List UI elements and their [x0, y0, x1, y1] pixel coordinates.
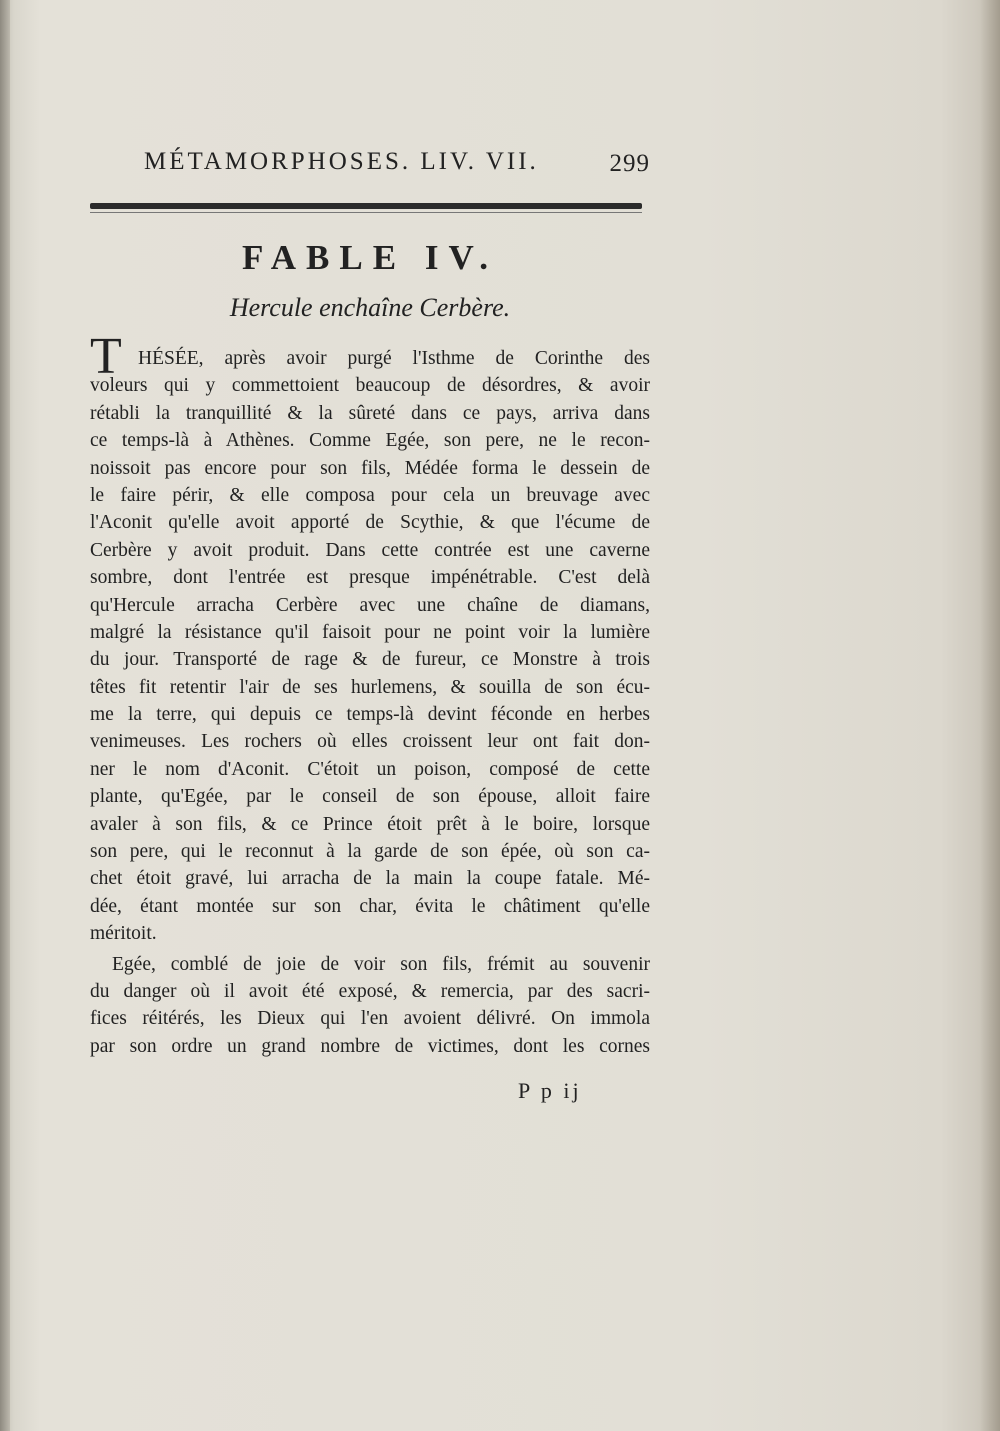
text-line: du jour. Transporté de rage & de fureur, ce Monstre à trois: [90, 649, 650, 671]
page-edge: [980, 0, 1000, 1431]
text-line: plante, qu'Egée, par le conseil de son épouse, alloit faire: [90, 786, 650, 808]
text-line: du danger où il avoit été exposé, & remercia, par des sacri-: [90, 980, 650, 1002]
body-text: [90, 328, 650, 1060]
text-line: fices réitérés, les Dieux qui l'en avoient délivré. On immola: [90, 1008, 650, 1030]
page-header: [140, 148, 650, 188]
text-line: méritoit.: [90, 923, 157, 945]
signature-mark: P p ij: [518, 1078, 582, 1103]
text-line: malgré la résistance qu'il faisoit pour ne point voir la lumière: [90, 621, 650, 643]
fable-title: FABLE IV.: [242, 238, 498, 277]
text-line: noissoit pas encore pour son fils, Médée forma le dessein de: [90, 457, 650, 479]
text-line: chet étoit gravé, lui arracha de la main la coupe fatale. Mé-: [90, 868, 650, 890]
text-line: le faire périr, & elle composa pour cela un breuvage avec: [90, 484, 650, 506]
text-line: têtes fit retentir l'air de ses hurlemens, & souilla de son écu-: [90, 676, 650, 698]
drop-cap: T: [90, 328, 122, 385]
text-line: son pere, qui le reconnut à la garde de son épée, où son ca-: [90, 841, 650, 863]
page-number: 299: [609, 150, 650, 177]
fable-subtitle: Hercule enchaîne Cerbère.: [229, 293, 511, 322]
header-rule: [90, 203, 642, 209]
text-line: par son ordre un grand nombre de victimes, dont les cornes: [90, 1035, 650, 1057]
text-line: dée, étant montée sur son char, évita le châtiment qu'elle: [90, 895, 650, 917]
text-line: l'Aconit qu'elle avoit apporté de Scythie, & que l'écume de: [90, 512, 650, 534]
text-line: me la terre, qui depuis ce temps-là devint féconde en herbes: [90, 704, 650, 726]
text-line: venimeuses. Les rochers où elles croissent leur ont fait don-: [90, 731, 650, 753]
text-line: sombre, dont l'entrée est presque impénétrable. C'est delà: [90, 567, 650, 589]
text-line: voleurs qui y commettoient beaucoup de désordres, & avoir: [90, 375, 650, 397]
running-title: MÉTAMORPHOSES. LIV. VII.: [144, 148, 539, 175]
text-line: avaler à son fils, & ce Prince étoit prêt à le boire, lorsque: [90, 813, 650, 835]
page-binding: [0, 0, 10, 1431]
text-line: Cerbère y avoit produit. Dans cette contrée est une caverne: [90, 539, 650, 561]
text-line: Egée, comblé de joie de voir son fils, frémit au souvenir: [112, 953, 650, 975]
header-rule-thin: [90, 212, 642, 213]
text-line: T HÉSÉE, après avoir purgé l'Isthme de Corinthe des: [90, 328, 650, 385]
text-line: qu'Hercule arracha Cerbère avec une chaîne de diamans,: [90, 594, 650, 616]
text-line: ce temps-là à Athènes. Comme Egée, son pere, ne le recon-: [90, 430, 650, 452]
text-line: ner le nom d'Aconit. C'étoit un poison, composé de cette: [90, 758, 650, 780]
text-line: rétabli la tranquillité & la sûreté dans ce pays, arriva dans: [90, 402, 650, 424]
